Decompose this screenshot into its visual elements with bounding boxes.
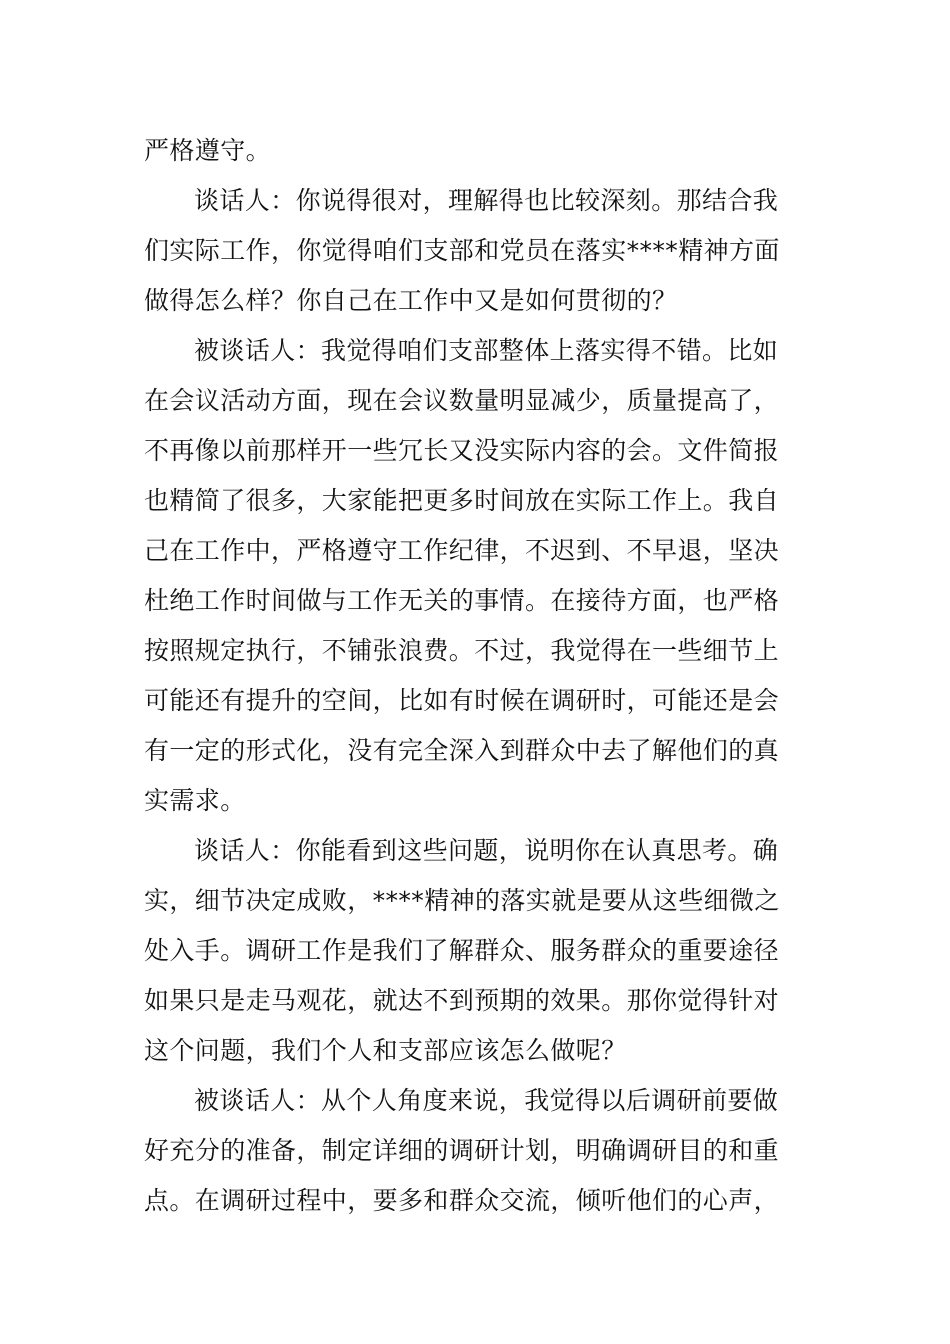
text-line: 处入手。调研工作是我们了解群众、服务群众的重要途径 xyxy=(144,936,780,965)
text-line: 谈话人：你说得很对，理解得也比较深刻。那结合我 xyxy=(194,186,779,215)
text-line: 实，细节决定成败，****精神的落实就是要从这些细微之 xyxy=(144,886,780,915)
text-line: 严格遵守。 xyxy=(144,136,272,165)
text-line: 杜绝工作时间做与工作无关的事情。在接待方面，也严格 xyxy=(144,586,780,615)
text-line: 如果只是走马观花，就达不到预期的效果。那你觉得针对 xyxy=(144,986,780,1015)
text-line: 按照规定执行，不铺张浪费。不过，我觉得在一些细节上 xyxy=(144,636,780,665)
text-line: 好充分的准备，制定详细的调研计划，明确调研目的和重 xyxy=(144,1136,780,1165)
text-line: 这个问题，我们个人和支部应该怎么做呢？ xyxy=(144,1036,627,1065)
text-line: 被谈话人：我觉得咱们支部整体上落实得不错。比如 xyxy=(194,336,779,365)
text-line: 有一定的形式化，没有完全深入到群众中去了解他们的真 xyxy=(144,736,780,765)
text-line: 也精简了很多，大家能把更多时间放在实际工作上。我自 xyxy=(144,486,780,515)
document-body xyxy=(144,126,808,1226)
text-line: 可能还有提升的空间，比如有时候在调研时，可能还是会 xyxy=(144,686,780,715)
text-line: 在会议活动方面，现在会议数量明显减少，质量提高了， xyxy=(144,386,780,415)
text-line: 做得怎么样？你自己在工作中又是如何贯彻的？ xyxy=(144,286,678,315)
text-line: 被谈话人：从个人角度来说，我觉得以后调研前要做 xyxy=(194,1086,779,1115)
text-line: 不再像以前那样开一些冗长又没实际内容的会。文件简报 xyxy=(144,436,780,465)
text-line: 己在工作中，严格遵守工作纪律，不迟到、不早退，坚决 xyxy=(144,536,780,565)
text-line: 谈话人：你能看到这些问题，说明你在认真思考。确 xyxy=(194,836,779,865)
text-line: 们实际工作，你觉得咱们支部和党员在落实****精神方面 xyxy=(144,236,780,265)
text-line: 点。在调研过程中，要多和群众交流，倾听他们的心声， xyxy=(144,1186,780,1215)
text-line: 实需求。 xyxy=(144,786,246,815)
